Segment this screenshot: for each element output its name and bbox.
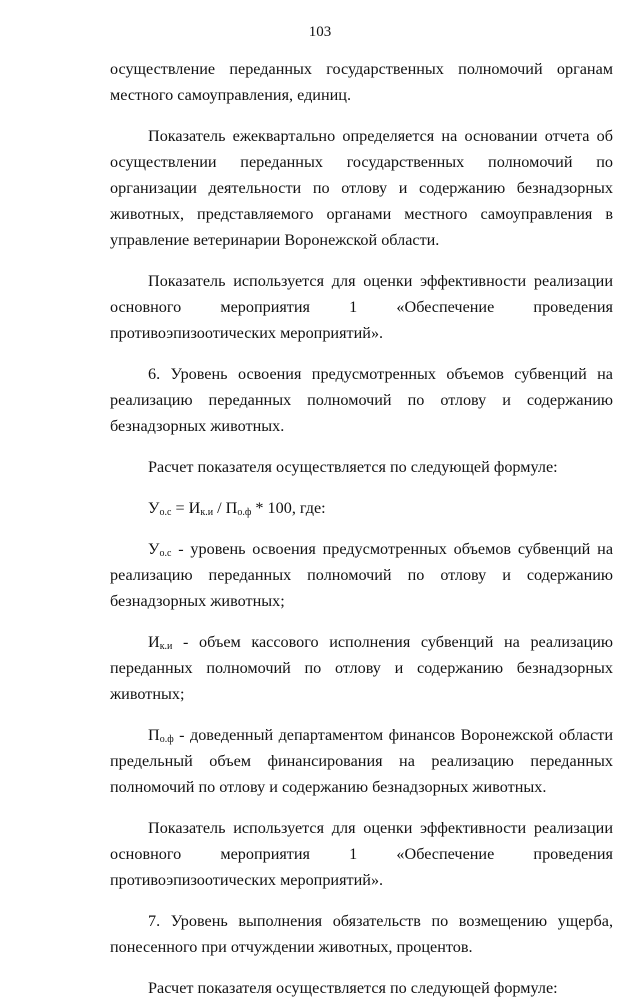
definition-u bbox=[110, 536, 613, 614]
definition-u-subscript: о.с bbox=[159, 548, 172, 559]
formula-subscript-p: о.ф bbox=[237, 507, 252, 518]
formula-symbol-p: П bbox=[225, 499, 238, 517]
paragraph-indicator-source: Показатель ежеквартально определяется на основании отчета об осуществлении переданных государственных полномочий по организации деятельности по отлову и содержанию безнадзорных животных, представляемого органами местного самоуправления в управление ветеринарии Воронежской области. bbox=[110, 127, 613, 249]
paragraph-formula-intro: Расчет показателя осуществляется по следующей формуле: bbox=[148, 458, 558, 476]
definition-p-subscript: о.ф bbox=[159, 734, 174, 745]
paragraph-continuation: осуществление переданных государственных полномочий органам местного самоуправления, единиц. bbox=[110, 60, 613, 104]
definition-p bbox=[110, 722, 613, 800]
definition-i-symbol: И bbox=[148, 633, 160, 651]
formula-symbol-i: И bbox=[188, 499, 201, 517]
paragraph-indicator-usage: Показатель используется для оценки эффективности реализации основного мероприятия 1 «Обеспечение проведения противоэпизоотических мероприятий». bbox=[110, 272, 613, 342]
formula-subscript-u: о.с bbox=[159, 507, 172, 518]
definition-p-symbol: П bbox=[148, 726, 160, 744]
formula-divide: / bbox=[213, 499, 226, 517]
document-body bbox=[110, 56, 613, 1001]
definition-u-text: - уровень освоения предусмотренных объемов субвенций на реализацию переданных полномочий по отлову и содержанию безнадзорных животных; bbox=[110, 540, 613, 610]
definition-p-text: - доведенный департаментом финансов Воронежской области предельный объем финансирования на реализацию переданных полномочий по отлову и содержанию безнадзорных животных. bbox=[110, 726, 613, 796]
paragraph-formula-intro-2: Расчет показателя осуществляется по следующей формуле: bbox=[148, 979, 558, 997]
definition-i-text: - объем кассового исполнения субвенций на реализацию переданных полномочий по отлову и содержанию безнадзорных животных; bbox=[110, 633, 613, 703]
paragraph-indicator-6-title: 6. Уровень освоения предусмотренных объемов субвенций на реализацию переданных полномочий по отлову и содержанию безнадзорных животных. bbox=[110, 365, 613, 435]
definition-i bbox=[110, 629, 613, 707]
definition-i-subscript: к.и bbox=[159, 641, 173, 652]
formula-symbol-u: У bbox=[148, 499, 160, 517]
definition-u-symbol: У bbox=[148, 540, 160, 558]
paragraph-indicator-usage-2: Показатель используется для оценки эффективности реализации основного мероприятия 1 «Обеспечение проведения противоэпизоотических мероприятий». bbox=[110, 819, 613, 889]
formula-subscript-i: к.и bbox=[200, 507, 214, 518]
formula-equals: = bbox=[171, 499, 189, 517]
formula-rest: * 100, где: bbox=[251, 499, 326, 517]
formula-line bbox=[110, 495, 613, 521]
page-number: 103 bbox=[308, 24, 332, 40]
paragraph-indicator-7-title: 7. Уровень выполнения обязательств по возмещению ущерба, понесенного при отчуждении животных, процентов. bbox=[110, 912, 613, 956]
